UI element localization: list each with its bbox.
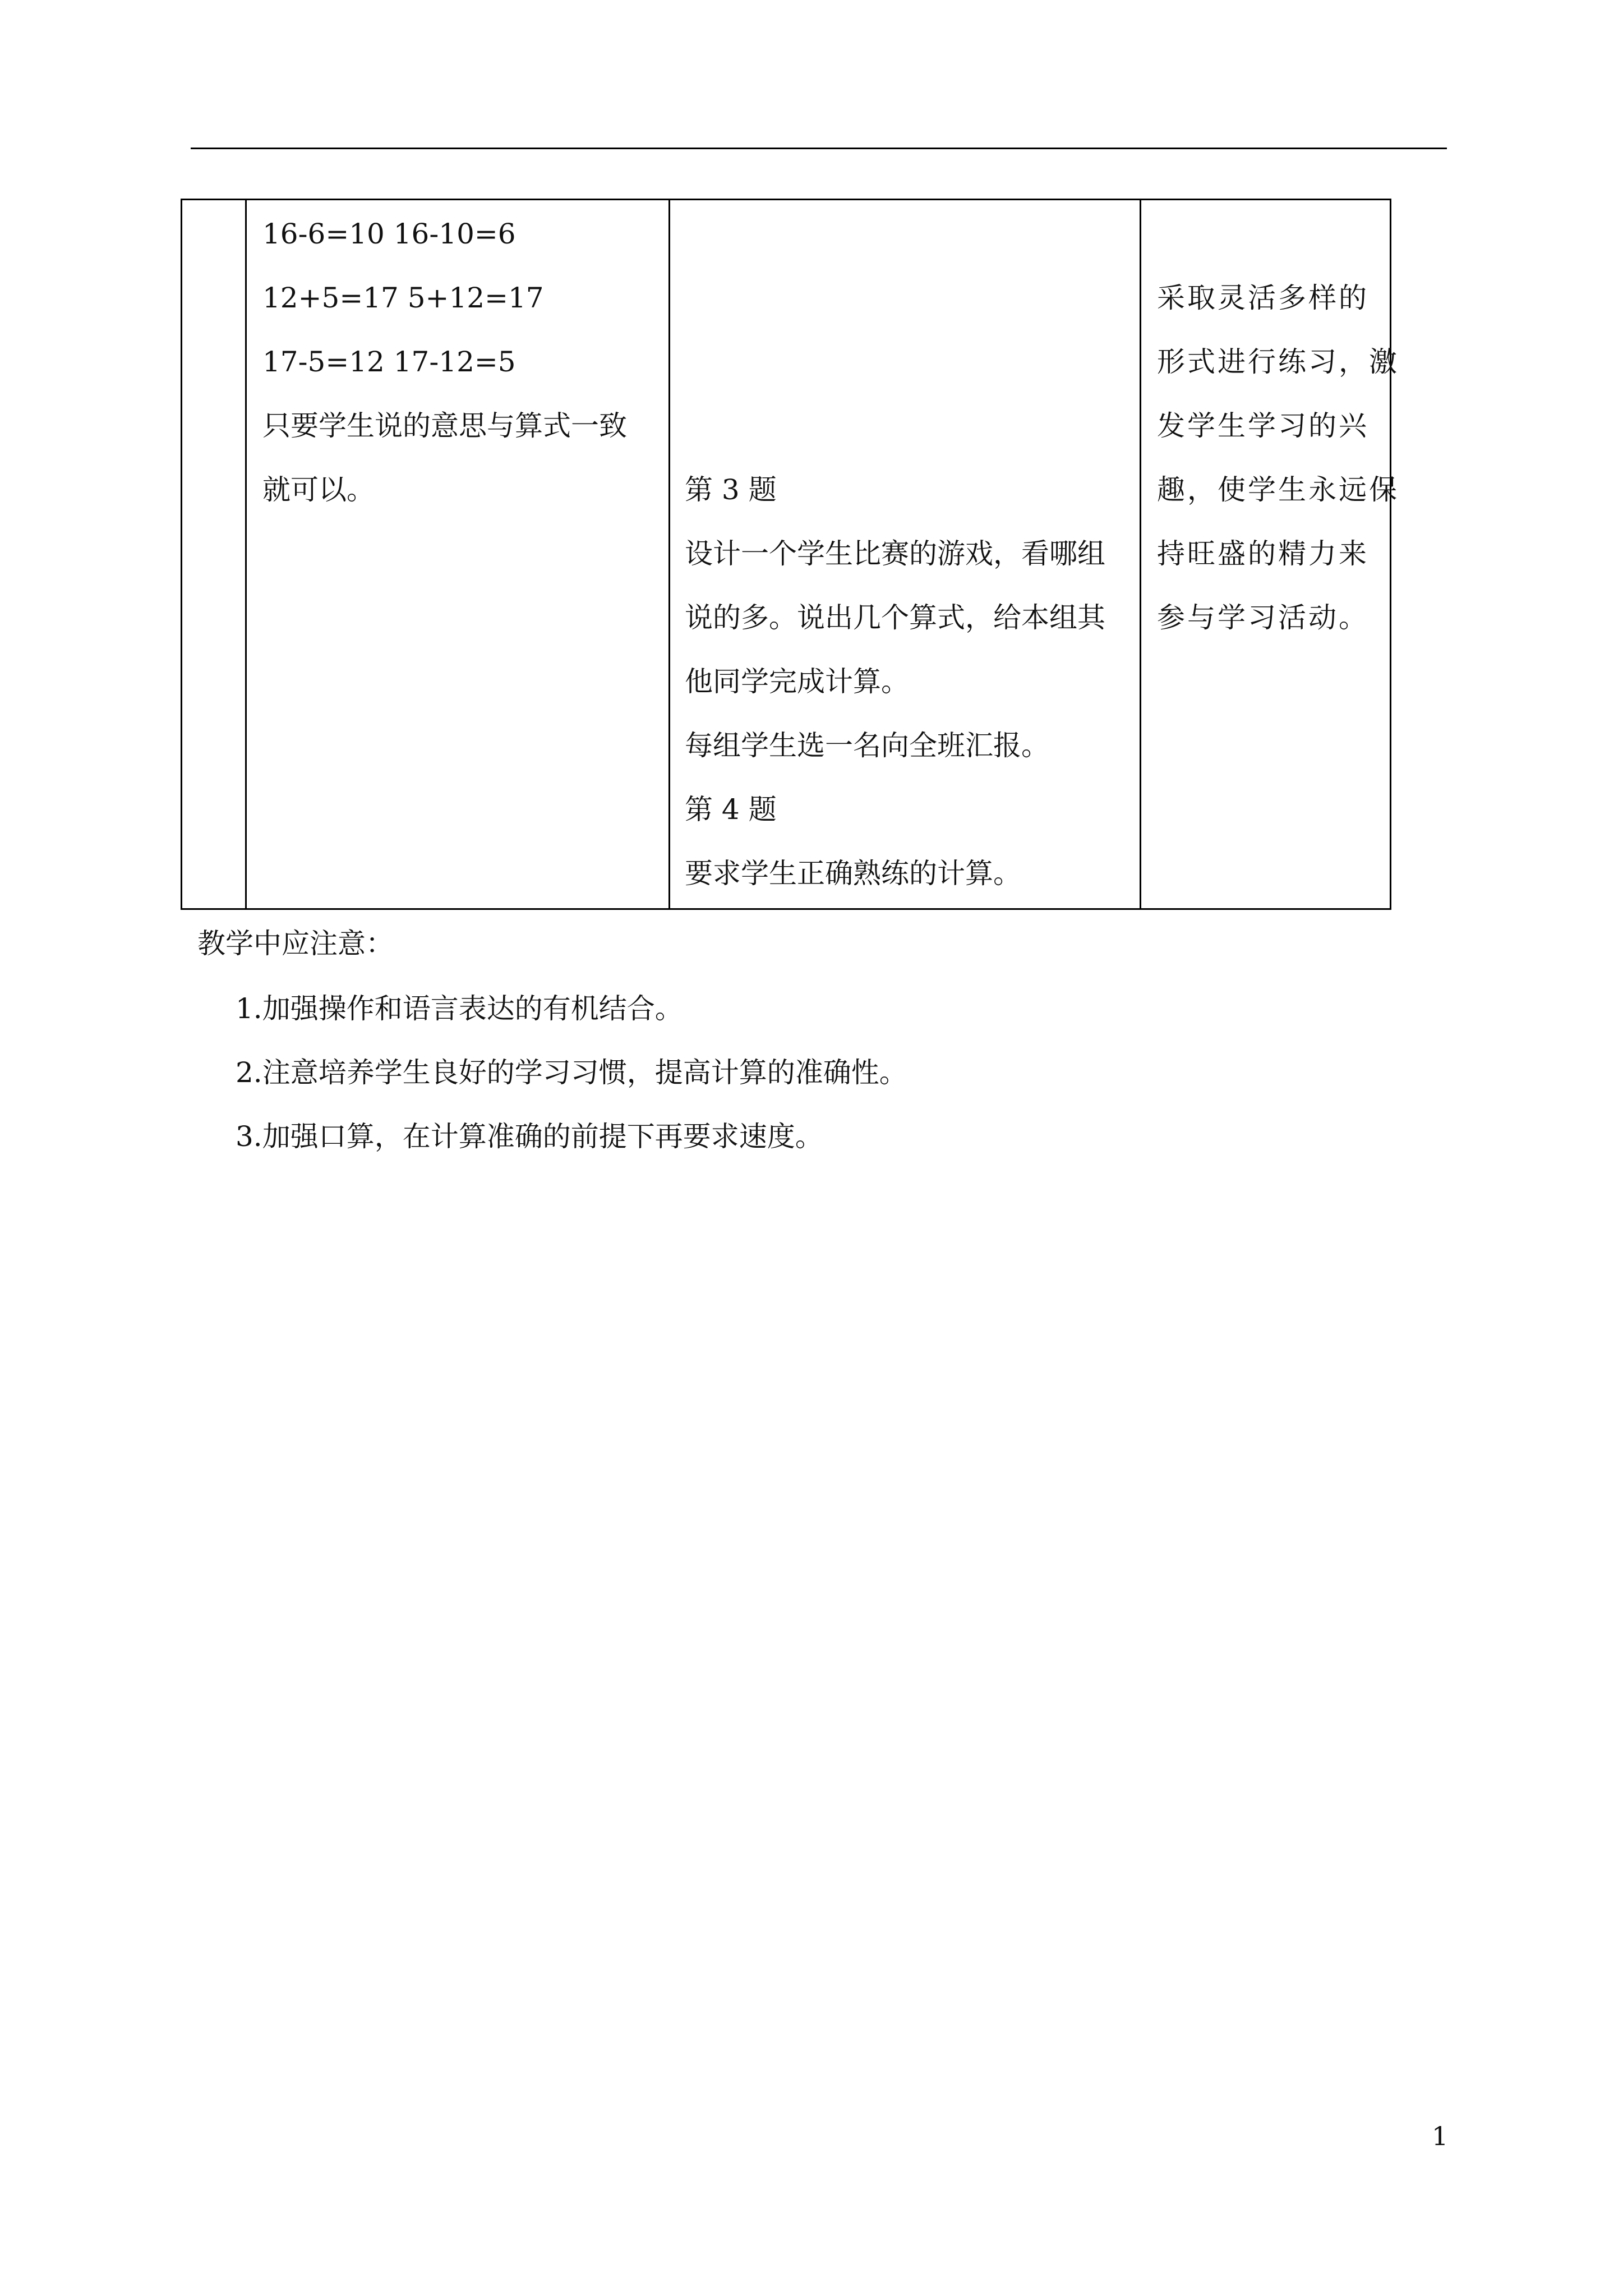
text-line: 形式进行练习，激	[1157, 346, 1399, 378]
note-item: 3.加强口算，在计算准确的前提下再要求速度。	[236, 1120, 823, 1153]
table-cell-activities	[670, 200, 1141, 909]
note-item: 2.注意培养学生良好的学习习惯，提高计算的准确性。	[236, 1056, 907, 1089]
text-line: 采取灵活多样的	[1157, 282, 1369, 314]
text-line: 说的多。说出几个算式，给本组其	[685, 601, 1105, 634]
equation-line: 12+5=17 5+12=17	[262, 282, 544, 314]
text-line: 就可以。	[262, 473, 375, 506]
text-line: 参与学习活动。	[1157, 601, 1369, 634]
exercise-heading: 第 4 题	[685, 793, 777, 826]
table-cell-intent	[1141, 200, 1399, 909]
text-line: 持旺盛的精力来	[1157, 537, 1369, 570]
note-item: 1.加强操作和语言表达的有机结合。	[236, 992, 683, 1025]
equation-line: 16-6=10 16-10=6	[262, 218, 516, 250]
table-cell-blank	[182, 200, 246, 909]
text-line: 趣，使学生永远保	[1157, 473, 1399, 506]
text-line: 要求学生正确熟练的计算。	[685, 857, 1021, 890]
lesson-table	[181, 199, 1399, 910]
exercise-heading: 第 3 题	[685, 473, 777, 506]
text-line: 每组学生选一名向全班汇报。	[685, 729, 1049, 762]
text-line: 设计一个学生比赛的游戏，看哪组	[685, 537, 1105, 570]
text-line: 他同学完成计算。	[685, 665, 909, 698]
header-rule	[191, 148, 1447, 149]
equation-line: 17-5=12 17-12=5	[262, 346, 516, 378]
table-cell-equations	[246, 200, 670, 909]
page-number: 1	[1432, 2121, 1449, 2151]
table-row	[182, 200, 1391, 909]
text-line: 只要学生说的意思与算式一致	[262, 409, 627, 442]
notes-heading: 教学中应注意：	[197, 927, 394, 960]
text-line: 发学生学习的兴	[1157, 409, 1369, 442]
